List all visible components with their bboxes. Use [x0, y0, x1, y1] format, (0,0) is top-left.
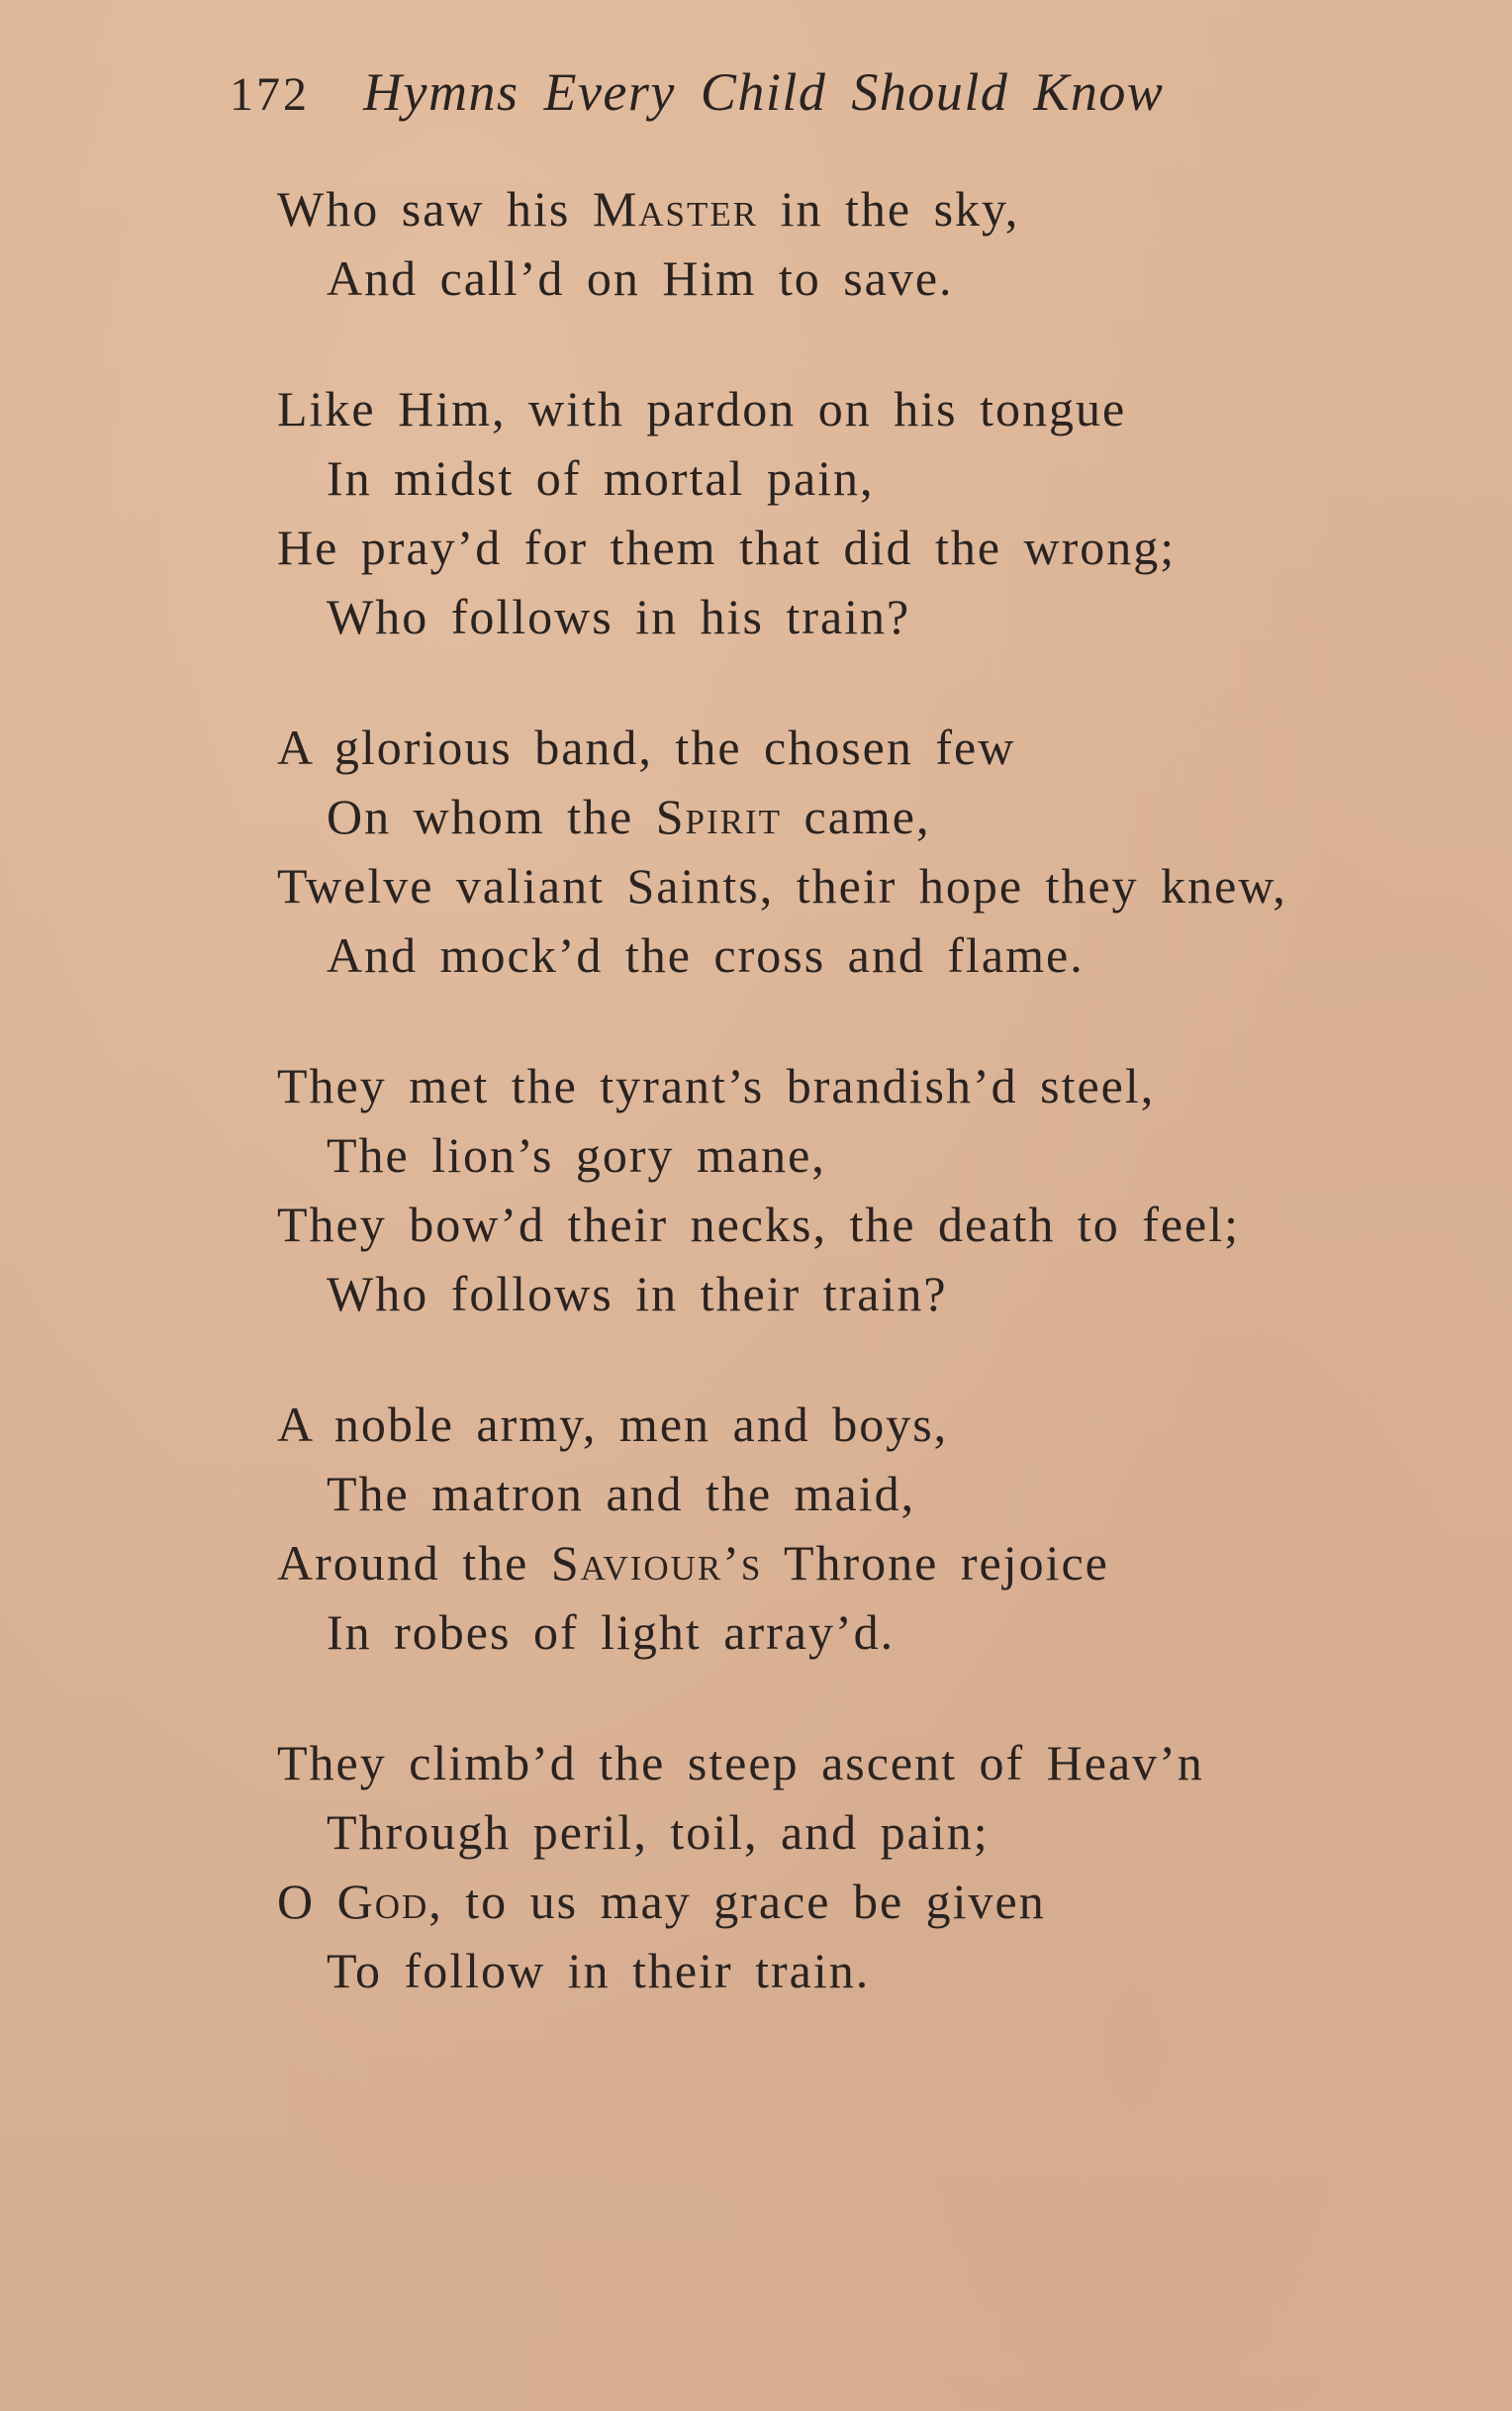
poem-line: They climb’d the steep ascent of Heav’n: [277, 1735, 1204, 1790]
poem-line: In robes of light array’d.: [327, 1604, 896, 1660]
poem-line: They met the tyrant’s brandish’d steel,: [277, 1058, 1156, 1113]
stanza: [277, 1051, 1366, 1328]
running-title: Hymns Every Child Should Know: [363, 62, 1165, 122]
small-caps-word: Saviour’s: [550, 1535, 763, 1591]
small-caps-word: Master: [592, 181, 759, 237]
small-caps-word: God: [336, 1874, 429, 1929]
stanza: [277, 1390, 1366, 1667]
poem-line: Like Him, with pardon on his tongue: [277, 381, 1127, 436]
stanza: [277, 1728, 1366, 2005]
poem-line: And call’d on Him to save.: [327, 250, 954, 306]
page-number: 172: [230, 68, 310, 121]
poem-line: Around the Saviour’s Throne rejoice: [277, 1535, 1109, 1591]
poem-line: The matron and the maid,: [327, 1466, 916, 1521]
poem-line: Who follows in their train?: [327, 1266, 948, 1321]
stanza: [277, 374, 1366, 651]
poem-line: And mock’d the cross and flame.: [327, 927, 1085, 983]
stanza: [277, 713, 1366, 990]
small-caps-word: Spirit: [655, 789, 783, 844]
poem-line: Twelve valiant Saints, their hope they knew,: [277, 858, 1287, 914]
page-header: [230, 61, 1164, 131]
poem-line: He pray’d for them that did the wrong;: [277, 520, 1177, 575]
poem-line: O God, to us may grace be given: [277, 1874, 1046, 1929]
poem-line: On whom the Spirit came,: [327, 789, 931, 844]
poem-line: Through peril, toil, and pain;: [327, 1804, 990, 1860]
poem-line: In midst of mortal pain,: [327, 450, 875, 506]
poem-line: They bow’d their necks, the death to feel;: [277, 1197, 1241, 1252]
poem-line: Who follows in his train?: [327, 589, 911, 644]
poem-line: A glorious band, the chosen few: [277, 720, 1016, 775]
poem-line: To follow in their train.: [327, 1943, 871, 1998]
poem: [277, 174, 1366, 2067]
poem-line: Who saw his Master in the sky,: [277, 181, 1020, 237]
poem-line: The lion’s gory mane,: [327, 1127, 826, 1183]
poem-line: A noble army, men and boys,: [277, 1397, 949, 1452]
stanza: [277, 174, 1366, 313]
